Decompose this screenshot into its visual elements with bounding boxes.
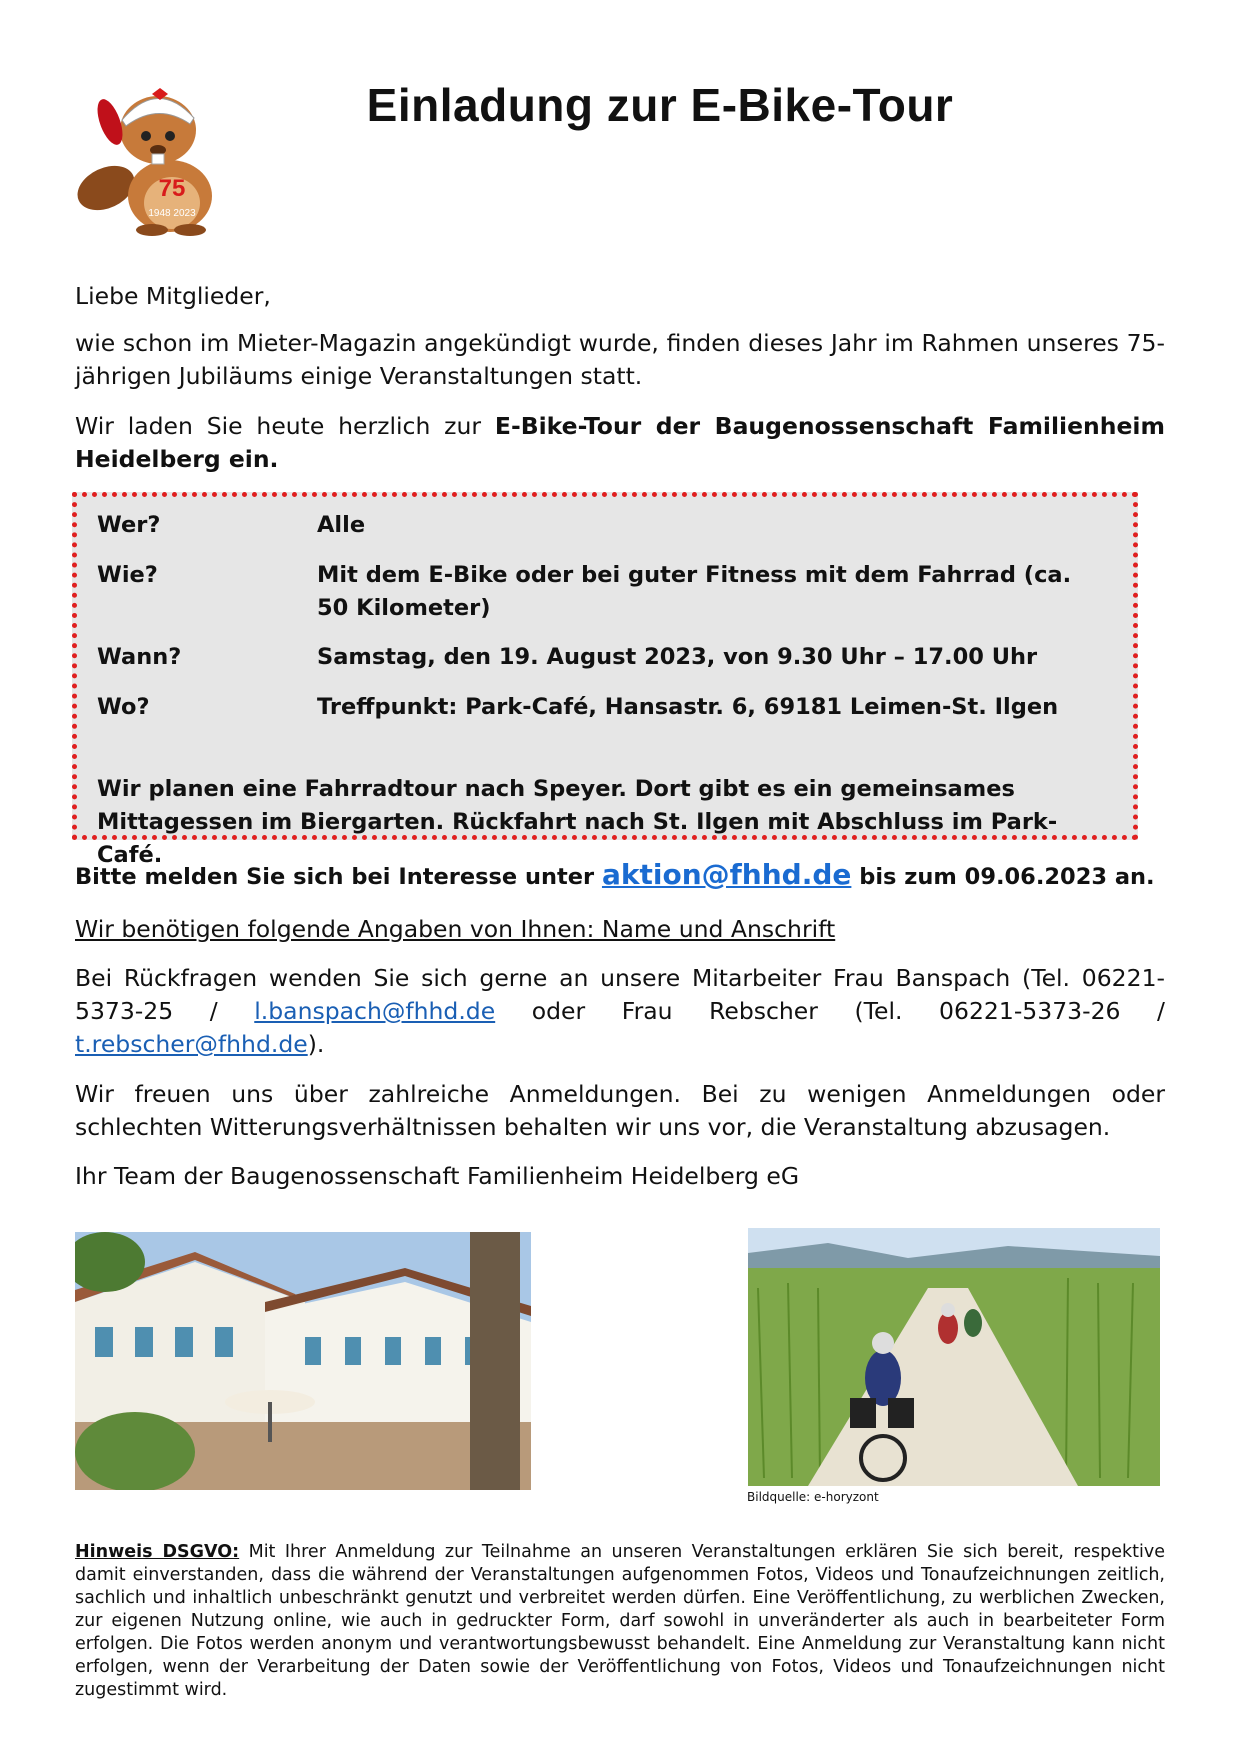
value-where: Treffpunkt: Park-Café, Hansastr. 6, 69181 Leimen-St. Ilgen: [317, 694, 1059, 720]
signature: Ihr Team der Baugenossenschaft Familienheim Heidelberg eG: [75, 1162, 800, 1190]
closing-paragraph: Wir freuen uns über zahlreiche Anmeldungen. Bei zu wenigen Anmeldungen oder schlechten Witterungsverhältnissen behalten wir uns vor, die Veranstaltung abzusagen.: [75, 1080, 1165, 1141]
page-title: Einladung zur E-Bike-Tour: [366, 79, 954, 131]
rebscher-email-link[interactable]: t.rebscher@fhhd.de: [75, 1030, 308, 1058]
svg-text:75: 75: [158, 175, 186, 202]
park-cafe-photo: [75, 1232, 531, 1490]
tour-description: Wir planen eine Fahrradtour nach Speyer. Dort gibt es ein gemeinsames Mittagessen im Biergarten. Rückfahrt nach St. Ilgen mit Abschluss im Park-Café.: [97, 776, 1058, 868]
registration-line: [75, 858, 1175, 891]
label-how: Wie?: [97, 562, 158, 588]
contact-text-end: ).: [307, 1030, 325, 1058]
dsgvo-heading: Hinweis DSGVO:: [75, 1542, 240, 1562]
image-credit: Bildquelle: e-horyzont: [747, 1490, 879, 1504]
greeting: Liebe Mitglieder,: [75, 282, 271, 310]
invitation-prefix: Wir laden Sie heute herzlich zur: [75, 412, 482, 440]
label-where: Wo?: [97, 694, 150, 720]
contact-paragraph: [75, 962, 1165, 1061]
intro-paragraph: wie schon im Mieter-Magazin angekündigt wurde, finden dieses Jahr im Rahmen unseres 75-jährigen Jubiläums einige Veranstaltungen statt.: [75, 329, 1165, 390]
svg-text:1948 2023: 1948 2023: [148, 208, 196, 219]
label-who: Wer?: [97, 512, 161, 538]
register-suffix: bis zum 09.06.2023 an.: [859, 864, 1155, 890]
register-prefix: Bitte melden Sie sich bei Interesse unter: [75, 864, 595, 890]
value-when: Samstag, den 19. August 2023, von 9.30 Uhr – 17.00 Uhr: [317, 644, 1038, 670]
invitation-event-name: E-Bike-Tour der Baugenossenschaft Familienheim Heidelberg ein.: [75, 412, 1165, 473]
dsgvo-notice: [75, 1541, 1165, 1702]
value-who: Alle: [317, 512, 366, 538]
beaver-mascot-logo: [72, 68, 230, 238]
banspach-email-link[interactable]: l.banspach@fhhd.de: [254, 997, 496, 1025]
invitation-paragraph: [75, 410, 1165, 476]
required-info: Wir benötigen folgende Angaben von Ihnen: Name und Anschrift: [75, 915, 836, 943]
event-details-box: [72, 492, 1138, 868]
value-how: Mit dem E-Bike oder bei guter Fitness mit dem Fahrrad (ca. 50 Kilometer): [317, 562, 1072, 621]
contact-text-2: oder Frau Rebscher (Tel. 06221-5373-26 /: [531, 997, 1165, 1025]
register-email-link[interactable]: aktion@fhhd.de: [601, 858, 852, 891]
label-when: Wann?: [97, 644, 182, 670]
contact-text-1: Bei Rückfragen wenden Sie sich gerne an unsere Mitarbeiter Frau Banspach (Tel. 06221-5373-25 /: [75, 964, 1165, 1025]
cyclists-photo: [748, 1228, 1160, 1486]
dsgvo-text: Mit Ihrer Anmeldung zur Teilnahme an unseren Veranstaltungen erklären Sie sich bereit, respektive damit einverstanden, dass die während der Veranstaltungen aufgenommen Fotos, Videos und Tonaufzeichnungen zeitlich, sachlich und inhaltlich unbeschränkt genutzt und verbreitet werden dürfen. Eine Veröffentlichung, zu werblichen Zwecken, zur eigenen Nutzung online, wie auch in gedruckter Form, darf sowohl in unveränderter als auch in bearbeiteter Form erfolgen. Die Fotos werden anonym und verantwortungsbewusst behandelt. Eine Anmeldung zur Veranstaltung kann nicht erfolgen, wenn der Verarbeitung der Daten sowie der Veröffentlichung von Fotos, Videos und Tonaufzeichnungen nicht zugestimmt wird.: [75, 1542, 1165, 1700]
